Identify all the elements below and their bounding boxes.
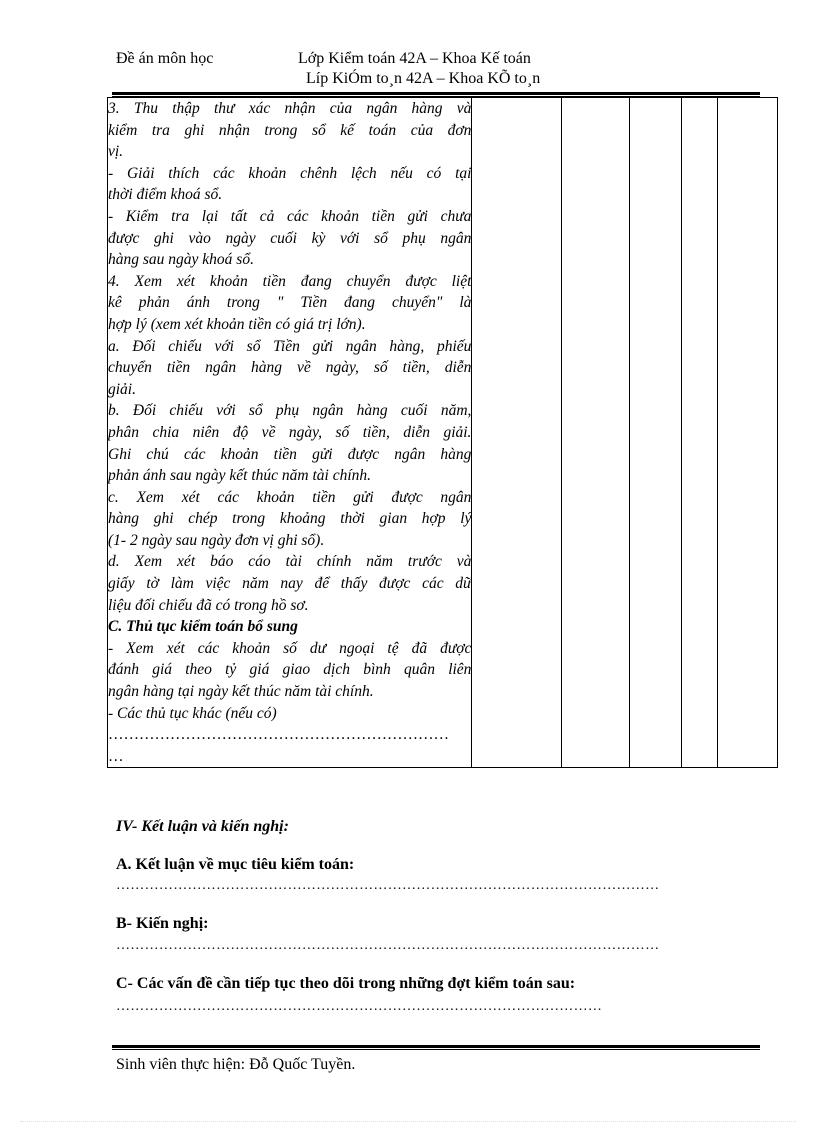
footer-rule-thick: [112, 1045, 760, 1048]
table-line: hàng sau ngày khoá sổ.: [108, 251, 254, 269]
header-course-label: Đề án môn học: [116, 50, 214, 67]
header-class-label: Lớp Kiểm toán 42A – Khoa Kế toán: [298, 50, 531, 67]
conclusion-a-label: A. Kết luận về mục tiêu kiểm toán:: [116, 856, 355, 873]
conclusion-c-dots: …………………………………………………………………………………………: [116, 999, 603, 1014]
table-cell-empty: [472, 98, 561, 768]
table-line: vị.: [108, 143, 124, 161]
conclusion-b-dots: ……………………………………………………………………………………………………: [116, 938, 660, 953]
page-bottom-border: [20, 1121, 796, 1122]
table-cell-empty: [681, 98, 718, 768]
table-line: - Kiểm tra lại tất cả các khoản tiền gửi chưa: [108, 207, 472, 225]
table-line: liệu đối chiếu đã có trong hồ sơ.: [108, 596, 309, 614]
table-line: c. Xem xét các khoản tiền gửi được ngân: [108, 488, 472, 506]
table-line: chuyển tiền ngân hàng về ngày, số tiền, diễn: [108, 359, 472, 377]
table-line: kiểm tra ghi nhận trong sổ kế toán của đơn: [108, 121, 472, 139]
audit-procedure-table: [107, 97, 778, 768]
table-line: được ghi vào ngày cuối kỳ với sổ phụ ngân: [108, 229, 472, 247]
footer-rule-thin: [112, 1049, 760, 1050]
table-line: (1- 2 ngày sau ngày đơn vị ghi sổ).: [108, 531, 325, 549]
header-rule-thick: [112, 92, 760, 95]
table-cell-empty: [561, 98, 629, 768]
table-line: d. Xem xét báo cáo tài chính năm trước và: [108, 553, 472, 571]
table-line: hợp lý (xem xét khoản tiền có giá trị lớn).: [108, 315, 366, 333]
header-class-label-legacy-font: Líp KiÓm to¸n 42A – Khoa KÕ to¸n: [306, 70, 541, 87]
conclusion-b-label: B- Kiến nghị:: [116, 915, 209, 932]
table-cell-empty: [718, 98, 778, 768]
table-line: phân chia niên độ về ngày, số tiền, diễn giải.: [108, 423, 472, 441]
table-line: ngân hàng tại ngày kết thúc năm tài chính.: [108, 683, 374, 701]
section-c-heading: C. Thủ tục kiểm toán bổ sung: [108, 618, 298, 636]
table-line: giấy tờ làm việc năm nay để thấy được các dữ: [108, 575, 472, 593]
table-line: - Xem xét các khoản số dư ngoại tệ đã được: [108, 639, 472, 657]
table-line: hàng ghi chép trong khoảng thời gian hợp lý: [108, 510, 472, 528]
table-line: đánh giá theo tỷ giá giao dịch bình quân liên: [108, 661, 472, 679]
conclusion-heading: IV- Kết luận và kiến nghị:: [116, 818, 289, 835]
footer-author: Sinh viên thực hiện: Đỗ Quốc Tuyền.: [116, 1056, 356, 1073]
table-cell-empty: [629, 98, 681, 768]
table-line: 4. Xem xét khoản tiền đang chuyển được liệt: [108, 272, 472, 290]
table-line: b. Đối chiếu với sổ phụ ngân hàng cuối năm,: [108, 402, 472, 420]
table-line: - Giải thích các khoản chênh lệch nếu có tại: [108, 164, 472, 182]
table-line: thời điểm khoá sổ.: [108, 186, 223, 204]
conclusion-a-dots: ……………………………………………………………………………………………………: [116, 878, 660, 893]
table-line: - Các thủ tục khác (nếu có): [108, 704, 277, 722]
table-line: 3. Thu thập thư xác nhận của ngân hàng và: [108, 100, 472, 117]
table-line: phản ánh sau ngày kết thúc năm tài chính.: [108, 467, 372, 485]
procedure-description-cell: [108, 98, 472, 768]
table-line: kê phản ánh trong " Tiền đang chuyển" là: [108, 294, 472, 312]
table-dotted-line: …………………………………………………………: [108, 726, 449, 744]
conclusion-c-label: C- Các vấn đề cần tiếp tục theo dõi trong những đợt kiểm toán sau:: [116, 975, 576, 992]
table-line: Ghi chú các khoản tiền gửi được ngân hàng: [108, 445, 472, 463]
table-line: giải.: [108, 380, 136, 398]
table-line: a. Đối chiếu với sổ Tiền gửi ngân hàng, phiếu: [108, 337, 472, 355]
table-dotted-line: …: [108, 747, 124, 765]
